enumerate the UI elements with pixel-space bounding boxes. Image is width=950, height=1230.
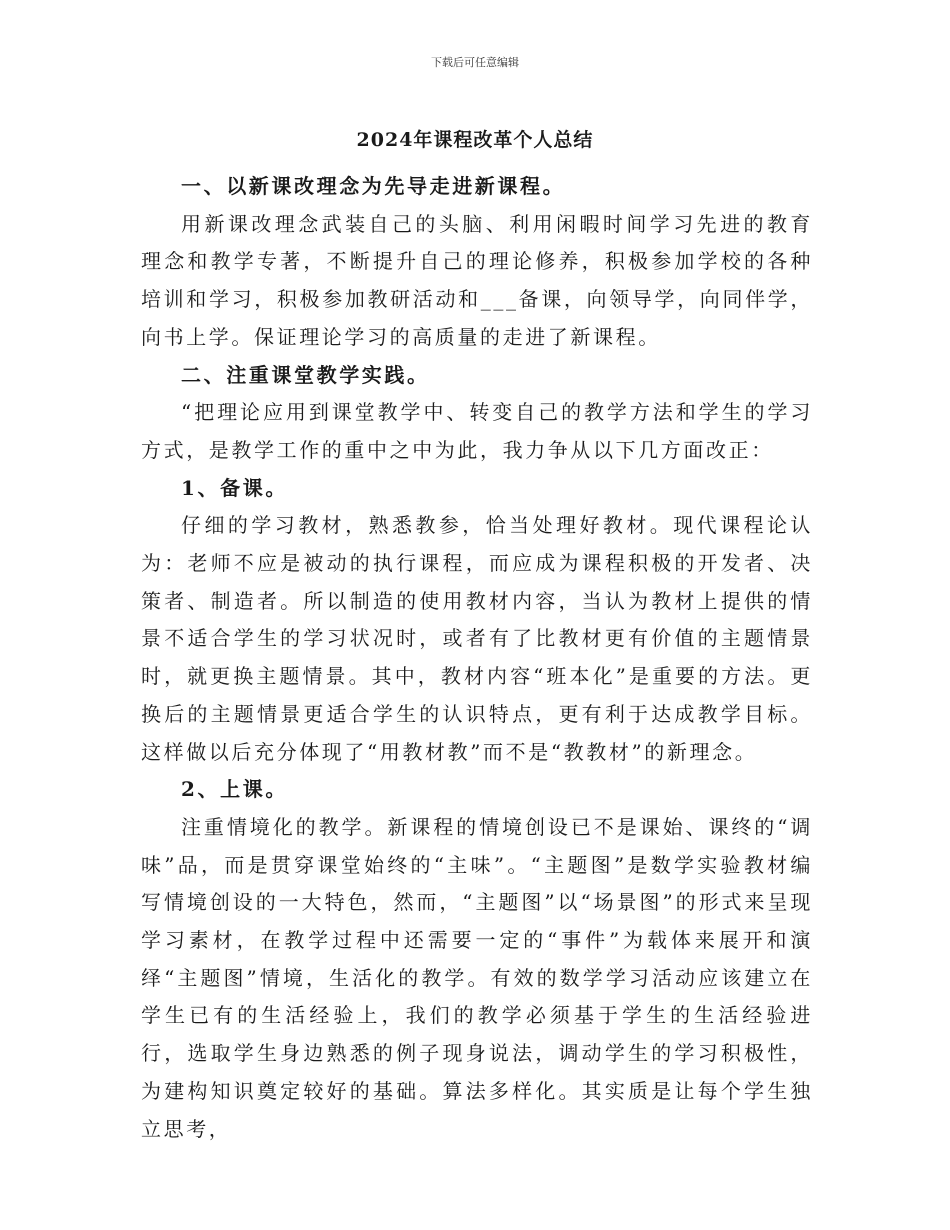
paragraph-2: “把理论应用到课堂教学中、转变自己的教学方法和学生的学习方式，是教学工作的重中之中为此，我力争从以下几方面改正： (141, 400, 813, 462)
document-body (141, 168, 813, 1148)
header-note: 下载后可任意编辑 (431, 56, 519, 69)
paragraph-1: 用新课改理念武装自己的头脑、利用闲暇时间学习先进的教育理念和教学专著，不断提升自己的理论修养，积极参加学校的各种培训和学习，积极参加教研活动和___备课，向领导学，向同伴学，向书上学。保证理论学习的高质量的走进了新课程。 (141, 211, 813, 349)
subsection-heading-lesson: 2、上课。 (181, 777, 288, 802)
paragraph-3: 仔细的学习教材，熟悉教参，恰当处理好教材。现代课程论认为：老师不应是被动的执行课程，而应成为课程积极的开发者、决策者、制造者。所以制造的使用教材内容，当认为教材上提供的情景不适合学生的学习状况时，或者有了比教材更有价值的主题情景时，就更换主题情景。其中，教材内容“班本化”是重要的方法。更换后的主题情景更适合学生的认识特点，更有利于达成教学目标。这样做以后充分体现了“用教材教”而不是“教教材”的新理念。 (141, 513, 813, 764)
document-title: 2024年课程改革个人总结 (356, 129, 594, 151)
subsection-heading-prepare: 1、备课。 (181, 475, 288, 500)
paragraph-4: 注重情境化的教学。新课程的情境创设已不是课始、课终的“调味”品，而是贯穿课堂始终的“主味”。“主题图”是数学实验教材编写情境创设的一大特色，然而，“主题图”以“场景图”的形式来呈现学习素材，在教学过程中还需要一定的“事件”为载体来展开和演绎“主题图”情境，生活化的教学。有效的数学学习活动应该建立在学生已有的生活经验上，我们的教学必须基于学生的生活经验进行，选取学生身边熟悉的例子现身说法，调动学生的学习积极性，为建构知识奠定较好的基础。算法多样化。其实质是让每个学生独立思考， (141, 814, 813, 1141)
section-heading-2: 二、注重课堂教学实践。 (181, 362, 430, 387)
section-heading-1: 一、以新课改理念为先导走进新课程。 (181, 174, 566, 198)
